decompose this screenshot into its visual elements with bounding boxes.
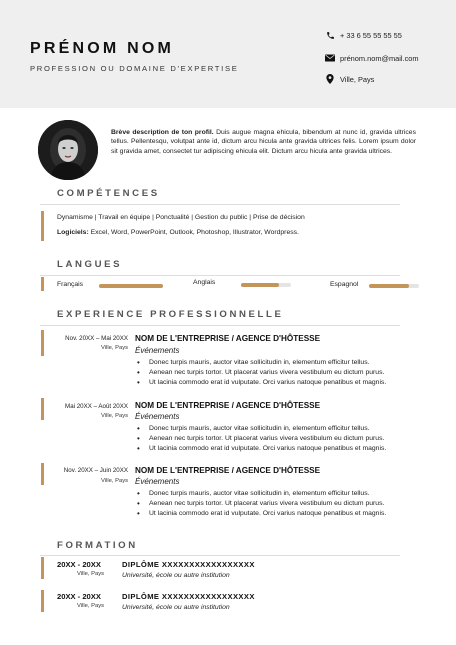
profile-summary [111,128,416,156]
section-title-experience: EXPERIENCE PROFESSIONNELLE [57,309,284,320]
contact-phone [324,30,402,40]
list-item: • Donec turpis mauris, auctor vitae sollicitudin in, elementum efficitur tellus. [135,489,425,499]
language-name: Anglais [193,279,216,286]
accent-bar [41,330,44,356]
education-degree: DIPLÔME XXXXXXXXXXXXXXXXX [122,592,255,601]
divider [40,275,400,276]
job-dates: Mai 20XX – Août 20XX [65,403,128,410]
accent-bar [41,277,44,291]
phone-icon [324,30,336,40]
list-item: • Ut lacinia commodo erat id vulputate. Orci varius natoque penatibus et magnis. [135,444,425,454]
language-level-bar [241,283,291,287]
language-level-bar [99,284,163,288]
list-item: • Aenean nec turpis tortor. Ut placerat varius vivera vestibulum eu dictum purus. [135,434,425,444]
job-company: NOM DE L'ENTREPRISE / AGENCE D'HÔTESSE [135,466,321,475]
language-level-fill [99,284,163,288]
section-title-education: FORMATION [57,540,138,551]
job-bullets [135,424,425,454]
language-level-fill [241,283,279,287]
job-dates: Nov. 20XX – Mai 20XX [65,335,128,342]
accent-bar [41,557,44,579]
job-location: Ville, Pays [101,345,128,351]
contact-location [324,74,374,84]
email-address[interactable]: prénom.nom@mail.com [340,53,419,63]
job-bullets [135,489,425,519]
location-pin-icon [324,74,336,84]
language-level-fill [369,284,409,288]
job-company: NOM DE L'ENTREPRISE / AGENCE D'HÔTESSE [135,334,321,343]
job-role: Événements [135,477,180,486]
profile-photo [38,120,98,180]
divider [40,555,400,556]
location-text: Ville, Pays [340,74,375,84]
divider [40,325,400,326]
skills-list: Dynamisme | Travail en équipe | Ponctualité | Gestion du public | Prise de décision [57,214,305,221]
list-item: • Ut lacinia commodo erat id vulputate. Orci varius natoque penatibus et magnis. [135,509,425,519]
language-name: Espagnol [330,281,359,288]
accent-bar [41,211,44,241]
contact-email [324,53,419,63]
education-degree: DIPLÔME XXXXXXXXXXXXXXXXX [122,560,255,569]
accent-bar [41,398,44,420]
education-school: Université, école ou autre institution [122,572,230,579]
list-item: • Ut lacinia commodo erat id vulputate. Orci varius natoque penatibus et magnis. [135,378,425,388]
job-role: Événements [135,412,180,421]
software-list [57,229,299,236]
education-years: 20XX - 20XX [57,592,101,601]
job-location: Ville, Pays [101,478,128,484]
candidate-name: PRÉNOM NOM [30,40,174,57]
software-text: Excel, Word, PowerPoint, Outlook, Photoshop, Illustrator, Wordpress. [88,229,299,236]
list-item: • Donec turpis mauris, auctor vitae sollicitudin in, elementum efficitur tellus. [135,358,425,368]
mail-icon [324,53,336,63]
accent-bar [41,463,44,485]
profession-title: PROFESSION OU DOMAINE D'EXPERTISE [30,64,239,73]
profile-text: Duis augue magna ehicula, bibendum at nunc id, gravida ultrices tellus. Pellentesqu, volutpat ante id, dictum arcu hicula ante gravida ultrices felis. Lorem ipsum dolor sit gravida amet, consectet tur adipiscing ehicula elit. Dictum arcu hicula ante gravida ultrices. [111,129,416,155]
list-item: • Aenean nec turpis tortor. Ut placerat varius vivera vestibulum eu dictum purus. [135,368,425,378]
profile-lead: Brève description de ton profil. [111,129,214,136]
language-level-bar [369,284,419,288]
accent-bar [41,590,44,612]
education-location: Ville, Pays [77,603,104,609]
job-role: Événements [135,346,180,355]
section-title-languages: LANGUES [57,259,123,270]
software-label: Logiciels: [57,229,89,236]
education-school: Université, école ou autre institution [122,604,230,611]
language-name: Français [57,281,84,288]
list-item: • Aenean nec turpis tortor. Ut placerat varius vivera vestibulum eu dictum purus. [135,499,425,509]
job-bullets [135,358,425,388]
education-location: Ville, Pays [77,571,104,577]
list-item: • Donec turpis mauris, auctor vitae sollicitudin in, elementum efficitur tellus. [135,424,425,434]
divider [40,204,400,205]
job-location: Ville, Pays [101,413,128,419]
phone-number: + 33 6 55 55 55 55 [340,30,402,40]
job-dates: Nov. 20XX – Juin 20XX [63,467,128,474]
job-company: NOM DE L'ENTREPRISE / AGENCE D'HÔTESSE [135,401,321,410]
section-title-skills: COMPÉTENCES [57,188,160,199]
education-years: 20XX - 20XX [57,560,101,569]
